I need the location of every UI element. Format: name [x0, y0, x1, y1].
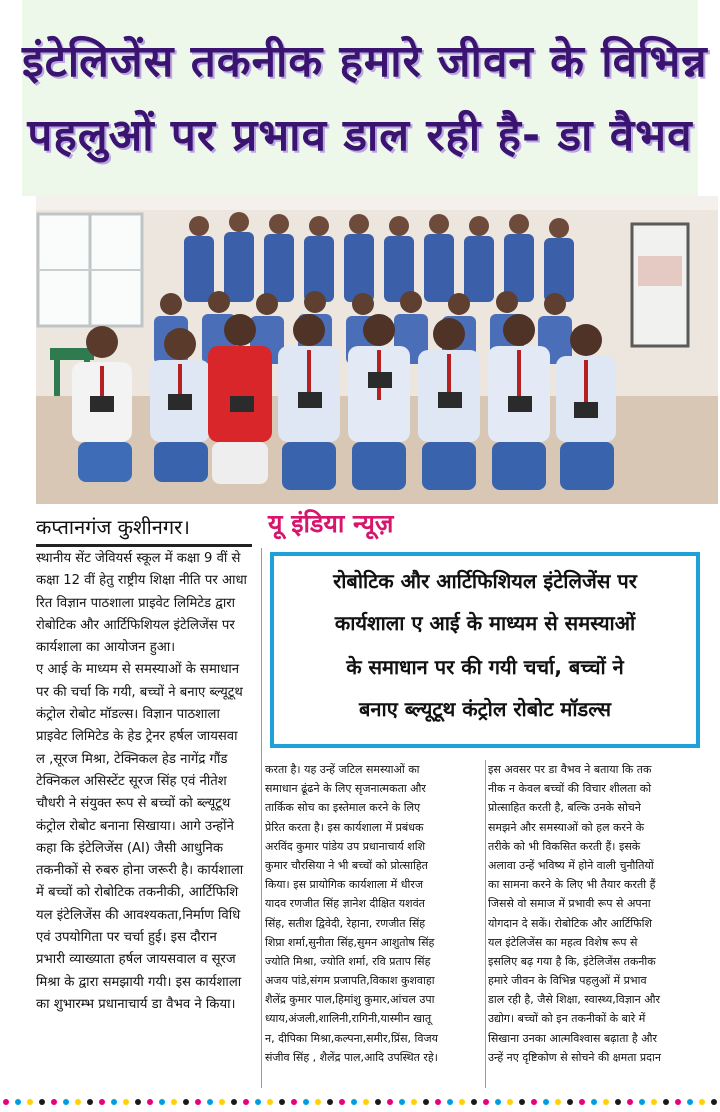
registration-dot	[63, 1099, 69, 1105]
article-line: किया। इस प्रायोगिक कार्यशाला में धीरज	[265, 878, 424, 892]
group-photo-illustration	[36, 196, 718, 504]
registration-dot	[87, 1099, 93, 1105]
registration-dot	[507, 1099, 513, 1105]
article-line: जिससे वो समाज में प्रभावी रूप से अपना	[488, 897, 651, 911]
registration-dot	[615, 1099, 621, 1105]
registration-dot	[207, 1099, 213, 1105]
article-line: यादव रणजीत सिंह ज्ञानेश दीक्षित यशवंत	[265, 897, 425, 911]
registration-dot	[183, 1099, 189, 1105]
dateline: कप्तानगंज कुशीनगर।	[36, 515, 190, 539]
article-line: योगदान दे सकें। रोबोटिक और आर्टिफिशि	[488, 916, 652, 930]
article-line: ज्योति मिश्रा, ज्योति शर्मा, रवि प्रताप सिंह	[265, 954, 431, 968]
registration-dot	[51, 1099, 57, 1105]
registration-dot	[279, 1099, 285, 1105]
dateline-underline	[36, 544, 252, 547]
article-line: शिप्रा शर्मा,सुनीता सिंह,सुमन आशुतोष सिंह	[265, 935, 435, 949]
registration-dot	[627, 1099, 633, 1105]
registration-dot	[363, 1099, 369, 1105]
article-line: एवं उपयोगिता पर चर्चा हुई। इस दौरान	[36, 930, 217, 946]
article-line: इसलिए बढ़ गया है कि, इंटेलिजेंस तकनीक	[488, 954, 656, 968]
registration-dot	[99, 1099, 105, 1105]
subheadline-line-4: बनाए ब्ल्यूटूथ कंट्रोल रोबोट मॉडल्स	[359, 697, 611, 721]
article-line: समाधान ढूंढने के लिए सृजनात्मकता और	[265, 782, 426, 796]
registration-dot	[699, 1099, 705, 1105]
registration-dot	[255, 1099, 261, 1105]
article-line: चौधरी ने संयुक्त रूप से बच्चों को ब्ल्यूटूथ	[36, 796, 231, 812]
subheadline-line-3: के समाधान पर की गयी चर्चा, बच्चों ने	[346, 655, 624, 679]
article-line: प्रेरित करता है। इस कार्यशाला में प्रबंधक	[265, 820, 424, 834]
article-line: नीक न केवल बच्चों की विचार शीलता को	[488, 782, 652, 796]
registration-dot	[39, 1099, 45, 1105]
article-line: उन्हें नए दृष्टिकोण से सोचने की क्षमता प्रदान	[488, 1050, 661, 1064]
group-photo	[36, 196, 718, 504]
article-line: समझने और समस्याओं को हल करने के	[488, 820, 645, 834]
article-line: तरीके को भी विकसित करती हैं। इसके	[488, 839, 641, 853]
article-line: न, दीपिका मिश्रा,कल्पना,समीर,प्रिंस, विजय	[265, 1031, 439, 1045]
article-line: डाल रही है, जैसे शिक्षा, स्वास्थ्य,विज्ञान और	[488, 993, 661, 1007]
registration-dot	[3, 1099, 9, 1105]
article-line: अजय पांडे,संगम प्रजापति,विकाश कुशवाहा	[265, 974, 435, 988]
registration-dot	[231, 1099, 237, 1105]
registration-dot	[435, 1099, 441, 1105]
article-line: कंट्रोल रोबोट बनाना सिखाया। आगे उन्होंने	[36, 818, 234, 834]
registration-dot	[531, 1099, 537, 1105]
headline-banner	[22, 0, 708, 196]
article-line: टेक्निकल असिस्टेंट सूरज सिंह एवं नीतेश	[36, 773, 227, 789]
registration-dot	[603, 1099, 609, 1105]
article-line: तार्किक सोच का इस्तेमाल करने के लिए	[265, 801, 421, 815]
article-line: कहा कि इंटेलिजेंस (AI) जैसी आधुनिक	[36, 840, 223, 856]
headline-line-1: इंटेलिजेंस तकनीक हमारे जीवन के विभिन्न	[22, 36, 708, 87]
article-line: कार्यशाला का आयोजन हुआ।	[36, 640, 176, 656]
registration-dot	[495, 1099, 501, 1105]
article-line: तकनीकों से रुबरु होना जरूरी है। कार्यशाला	[36, 863, 244, 879]
registration-dot	[543, 1099, 549, 1105]
registration-dot	[111, 1099, 117, 1105]
registration-dot	[267, 1099, 273, 1105]
subheadline-line-2: कार्यशाला ए आई के माध्यम से समस्याओं	[334, 611, 636, 635]
print-registration-strip	[0, 1092, 720, 1112]
registration-dot	[447, 1099, 453, 1105]
registration-dot	[411, 1099, 417, 1105]
registration-dot	[27, 1099, 33, 1105]
registration-dot	[375, 1099, 381, 1105]
article-line: प्रभारी व्याख्याता हर्षल जायसवाल व सूरज	[36, 952, 236, 968]
registration-dot	[387, 1099, 393, 1105]
registration-dot	[591, 1099, 597, 1105]
article-line: प्रोत्साहित करती है, बल्कि उनके सोचने	[488, 801, 641, 815]
registration-dot	[675, 1099, 681, 1105]
article-line: यल इंटेलिजेंस का महत्व विशेष रूप से	[488, 935, 638, 949]
article-line: इस अवसर पर डा वैभव ने बताया कि तक	[488, 763, 652, 776]
registration-dot	[651, 1099, 657, 1105]
article-line: सिंह, सतीश द्विवेदी, रेहाना, रणजीत सिंह	[265, 916, 426, 930]
registration-dot	[15, 1099, 21, 1105]
registration-dot	[663, 1099, 669, 1105]
column-divider	[485, 760, 486, 1088]
registration-dot	[243, 1099, 249, 1105]
registration-dot	[339, 1099, 345, 1105]
registration-dot	[327, 1099, 333, 1105]
registration-dot	[303, 1099, 309, 1105]
registration-dot	[75, 1099, 81, 1105]
article-line: शैलेंद्र कुमार पाल,हिमांशु कुमार,आंचल उपा	[265, 993, 435, 1007]
article-line: यल इंटेलिजेंस की आवश्यकता,निर्माण विधि	[36, 907, 241, 923]
registration-dot	[459, 1099, 465, 1105]
article-line: उद्योग। बच्चों को इन तकनीकों के बारे में	[488, 1012, 646, 1026]
article-line: हमारे जीवन के विभिन्न पहलुओं में प्रभाव	[488, 974, 647, 988]
registration-dot	[147, 1099, 153, 1105]
article-line: अलावा उन्हें भविष्य में होने वाली चुनौतियों	[488, 858, 654, 872]
registration-dot	[711, 1099, 717, 1105]
article-column-right	[488, 760, 696, 1067]
article-line: संजीव सिंह , शैलेंद्र पाल,आदि उपस्थित रहे।	[265, 1050, 438, 1064]
registration-dot	[423, 1099, 429, 1105]
newspaper-name: यू इंडिया न्यूज़	[268, 509, 394, 538]
registration-dot	[219, 1099, 225, 1105]
article-column-left	[36, 548, 256, 1016]
article-line: रित विज्ञान पाठशाला प्राइवेट लिमिटेड द्वारा	[36, 595, 236, 611]
article-line: प्राइवेट लिमिटेड के हेड ट्रेनर हर्षल जायसवा	[36, 729, 238, 745]
registration-dot	[687, 1099, 693, 1105]
registration-dot	[639, 1099, 645, 1105]
article-line: कुमार चौरसिया ने भी बच्चों को प्रोत्साहित	[265, 858, 428, 872]
registration-dot	[159, 1099, 165, 1105]
article-line: करता है। यह उन्हें जटिल समस्याओं का	[265, 763, 420, 776]
article-line: अरविंद कुमार पांडेय उप प्रधानाचार्य शशि	[265, 839, 426, 853]
registration-dot	[399, 1099, 405, 1105]
registration-dot	[291, 1099, 297, 1105]
registration-dot	[315, 1099, 321, 1105]
article-line: पर की चर्चा कि गयी, बच्चों ने बनाए ब्ल्यूटूथ	[36, 684, 243, 700]
article-column-middle	[265, 760, 483, 1067]
registration-dot	[351, 1099, 357, 1105]
article-line: स्थानीय सेंट जेवियर्स स्कूल में कक्षा 9 वीं से	[36, 551, 241, 566]
article-line: सिखाना उनका आत्मविश्वास बढ़ाता है और	[488, 1031, 657, 1045]
registration-dot	[135, 1099, 141, 1105]
article-line: कंट्रोल रोबोट मॉडल्स। विज्ञान पाठशाला	[36, 707, 220, 723]
headline-line-2: पहलुओं पर प्रभाव डाल रही है- डा वैभव	[27, 110, 693, 161]
registration-dot	[567, 1099, 573, 1105]
registration-dot	[195, 1099, 201, 1105]
registration-dot	[171, 1099, 177, 1105]
article-line: रोबोटिक और आर्टिफिशियल इंटेलिजेंस पर	[36, 617, 235, 633]
registration-dot	[483, 1099, 489, 1105]
article-line: ए आई के माध्यम से समस्याओं के समाधान	[36, 662, 240, 678]
registration-dot	[123, 1099, 129, 1105]
subheadline-line-1: रोबोटिक और आर्टिफिशियल इंटेलिजेंस पर	[333, 569, 637, 593]
registration-dot	[579, 1099, 585, 1105]
article-line: का सामना करने के लिए भी तैयार करती हैं	[488, 878, 656, 892]
registration-dot	[471, 1099, 477, 1105]
article-line: ध्याय,अंजली,शालिनी,रागिनी,यास्मीन खातू	[265, 1012, 432, 1026]
article-line: में बच्चों को रोबोटिक तकनीकी, आर्टिफिशि	[36, 885, 239, 901]
boxed-subheadline	[270, 552, 700, 748]
article-line: मिश्रा के द्वारा समझायी गयी। इस कार्यशाला	[36, 974, 242, 990]
article-line: ल ,सूरज मिश्रा, टेक्निकल हेड नागेंद्र गौंड	[36, 751, 228, 767]
article-line: कक्षा 12 वीं हेतु राष्ट्रीय शिक्षा नीति पर आधा	[36, 573, 247, 589]
article-line: का शुभारम्भ प्रधानाचार्य डा वैभव ने किया।	[36, 996, 236, 1012]
registration-dot	[519, 1099, 525, 1105]
registration-dot	[555, 1099, 561, 1105]
column-divider	[261, 548, 262, 1088]
